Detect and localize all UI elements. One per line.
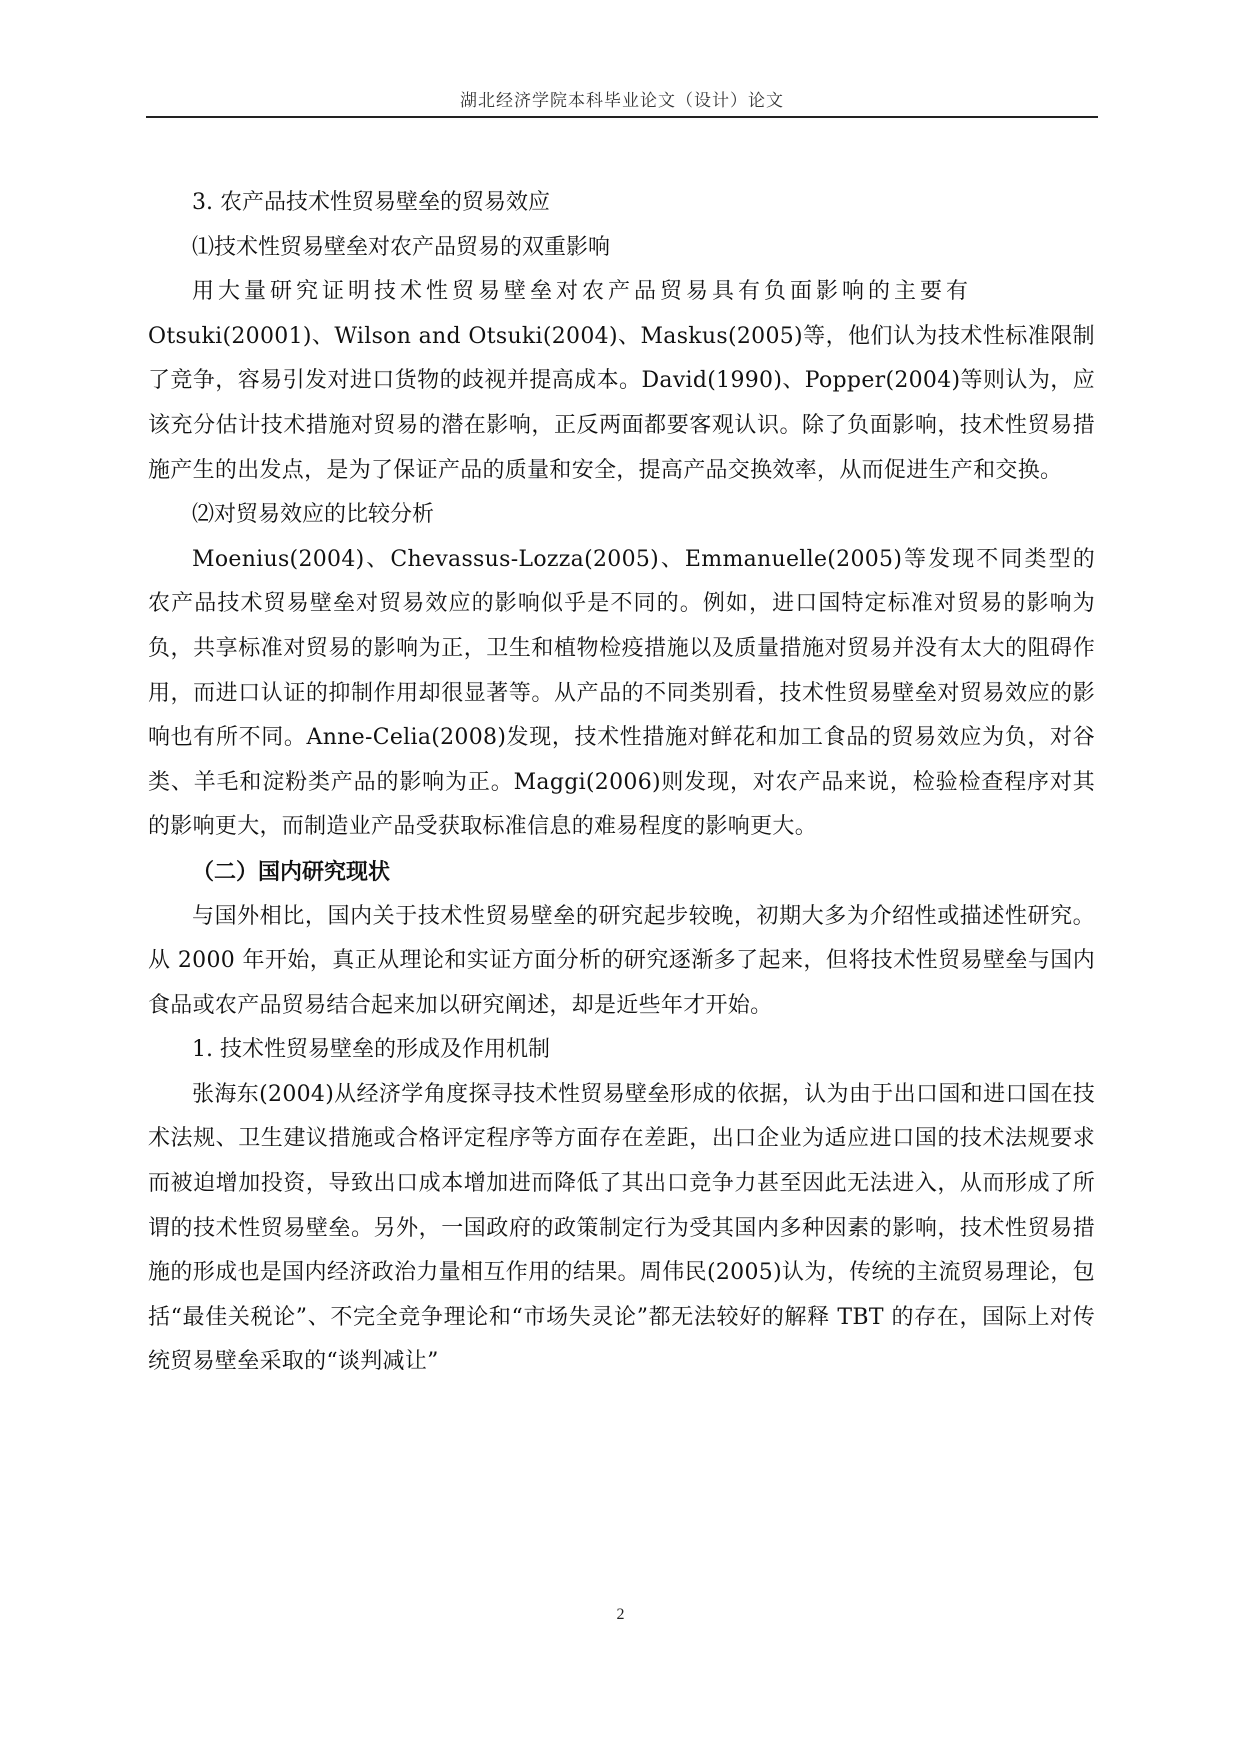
section-title-3: 3. 农产品技术性贸易壁垒的贸易效应 [192, 190, 550, 215]
paragraph-formation-mechanism: 张海东(2004)从经济学角度探寻技术性贸易壁垒形成的依据，认为由于出口国和进口国在技术法规、卫生建议措施或合格评定程序等方面存在差距，出口企业为适应进口国的技术法规要求而被迫增加投资，导致出口成本增加进而降低了其出口竞争力甚至因此无法进入，从而形成了所谓的技术性贸易壁垒。另外，一国政府的政策制定行为受其国内多种因素的影响，技术性贸易措施的形成也是国内经济政治力量相互作用的结果。周伟民(2005)认为，传统的主流贸易理论，包括“最佳关税论”、不完全竞争理论和“市场失灵论”都无法较好的解释 TBT 的存在，国际上对传统贸易壁垒采取的“谈判减让” [148, 1081, 1095, 1375]
document-body [148, 181, 1095, 1385]
subsection-title-1: ⑴技术性贸易壁垒对农产品贸易的双重影响 [192, 234, 611, 260]
paragraph-domestic-overview: 与国外相比，国内关于技术性贸易壁垒的研究起步较晚，初期大多为介绍性或描述性研究。从 2000 年开始，真正从理论和实证方面分析的研究逐渐多了起来，但将技术性贸易壁垒与国内食品或农产品贸易结合起来加以研究阐述，却是近些年才开始。 [148, 903, 1095, 1018]
section-heading-domestic-research: （二）国内研究现状 [192, 858, 391, 885]
running-header: 湖北经济学院本科毕业论文（设计）论文 [460, 91, 784, 111]
subsection-title-2: ⑵对贸易效应的比较分析 [192, 502, 435, 528]
page-number: 2 [616, 1606, 625, 1623]
header-rule [146, 116, 1098, 118]
section-title-1: 1. 技术性贸易壁垒的形成及作用机制 [192, 1037, 550, 1063]
paragraph-comparative-analysis: Moenius(2004)、Chevassus-Lozza(2005)、Emmanuelle(2005)等发现不同类型的农产品技术贸易壁垒对贸易效应的影响似乎是不同的。例如，进口国特定标准对贸易的影响为负，共享标准对贸易的影响为正，卫生和植物检疫措施以及质量措施对贸易并没有太大的阻碍作用，而进口认证的抑制作用却很显著等。从产品的不同类别看，技术性贸易壁垒对贸易效应的影响也有所不同。Anne-Celia(2008)发现，技术性措施对鲜花和加工食品的贸易效应为负，对谷类、羊毛和淀粉类产品的影响为正。Maggi(2006)则发现，对农产品来说，检验检查程序对其的影响更大，而制造业产品受获取标准信息的难易程度的影响更大。 [148, 546, 1095, 840]
paragraph-negative-effects-intro: 用大量研究证明技术性贸易壁垒对农产品贸易具有负面影响的主要有 [192, 279, 973, 305]
paragraph-negative-effects: Otsuki(20001)、Wilson and Otsuki(2004)、Maskus(2005)等，他们认为技术性标准限制了竞争，容易引发对进口货物的歧视并提高成本。David(1990)、Popper(2004)等则认为，应该充分估计技术措施对贸易的潜在影响，正反两面都要客观认识。除了负面影响，技术性贸易措施产生的出发点，是为了保证产品的质量和安全，提高产品交换效率，从而促进生产和交换。 [148, 323, 1095, 483]
